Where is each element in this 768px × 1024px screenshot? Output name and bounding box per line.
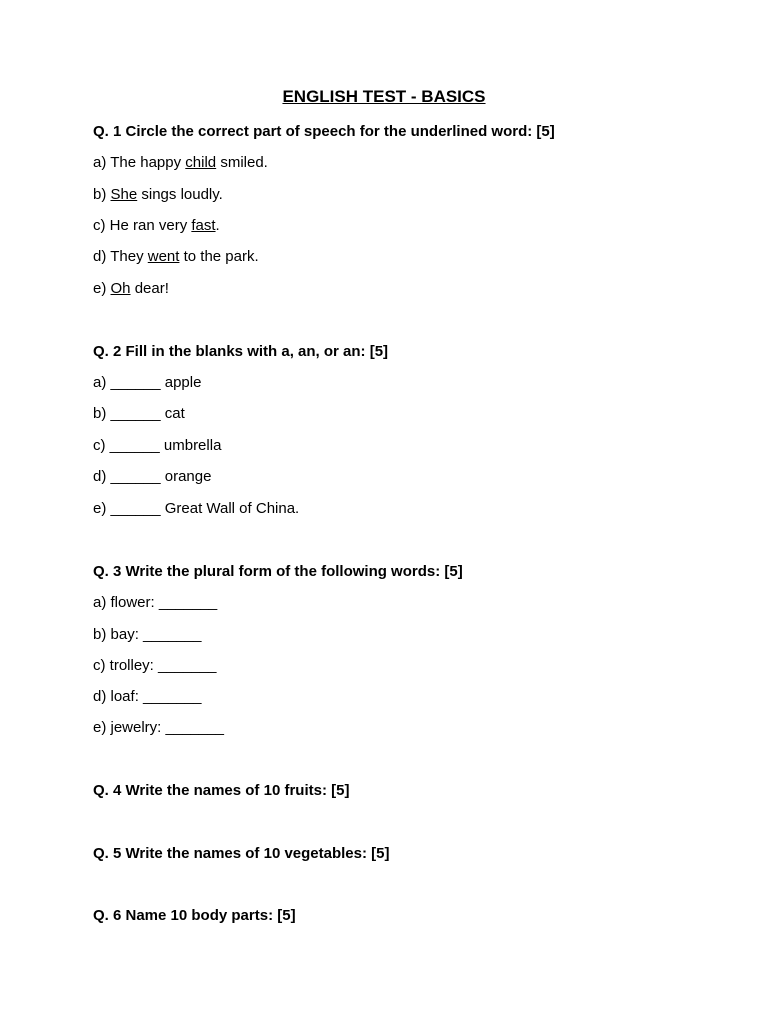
question-1-item-a [93,154,268,172]
question-3-item-a: a) flower: _______ [93,594,218,611]
item-text: to the park. [179,248,259,265]
question-3-item-d: d) loaf: _______ [93,688,202,705]
question-4-heading: Q. 4 Write the names of 10 fruits: [5] [93,782,350,799]
question-3-item-c: c) trolley: _______ [93,657,217,674]
page-title: ENGLISH TEST - BASICS [282,87,486,106]
underlined-word: She [110,186,138,203]
question-2-heading: Q. 2 Fill in the blanks with a, an, or an: [5] [93,343,389,360]
question-6-heading: Q. 6 Name 10 body parts: [5] [93,907,296,924]
question-1-heading: Q. 1 Circle the correct part of speech for the underlined word: [5] [93,123,555,140]
question-1-item-c [93,217,220,235]
question-2-item-e: e) ______ Great Wall of China. [93,500,300,517]
question-1-item-b [93,186,223,204]
item-text: dear! [130,280,169,297]
item-text: a) The happy [93,154,186,171]
question-3-item-b: b) bay: _______ [93,626,202,643]
question-3-heading: Q. 3 Write the plural form of the following words: [5] [93,563,463,580]
question-1-item-e [93,280,169,298]
item-text: c) He ran very [93,217,192,234]
question-1-item-d [93,248,259,266]
underlined-word: Oh [110,280,131,297]
underlined-word: went [147,248,180,265]
item-text: sings loudly. [137,186,223,203]
underlined-word: child [185,154,217,171]
question-5-heading: Q. 5 Write the names of 10 vegetables: [5] [93,845,390,862]
item-text: b) [93,186,111,203]
item-text: e) [93,280,111,297]
item-text: . [215,217,220,234]
underlined-word: fast [191,217,216,234]
question-2-item-c: c) ______ umbrella [93,437,222,454]
question-3-item-e: e) jewelry: _______ [93,719,224,736]
question-2-item-d: d) ______ orange [93,468,212,485]
item-text: smiled. [216,154,268,171]
question-2-item-b: b) ______ cat [93,405,185,422]
question-2-item-a: a) ______ apple [93,374,202,391]
item-text: d) They [93,248,148,265]
